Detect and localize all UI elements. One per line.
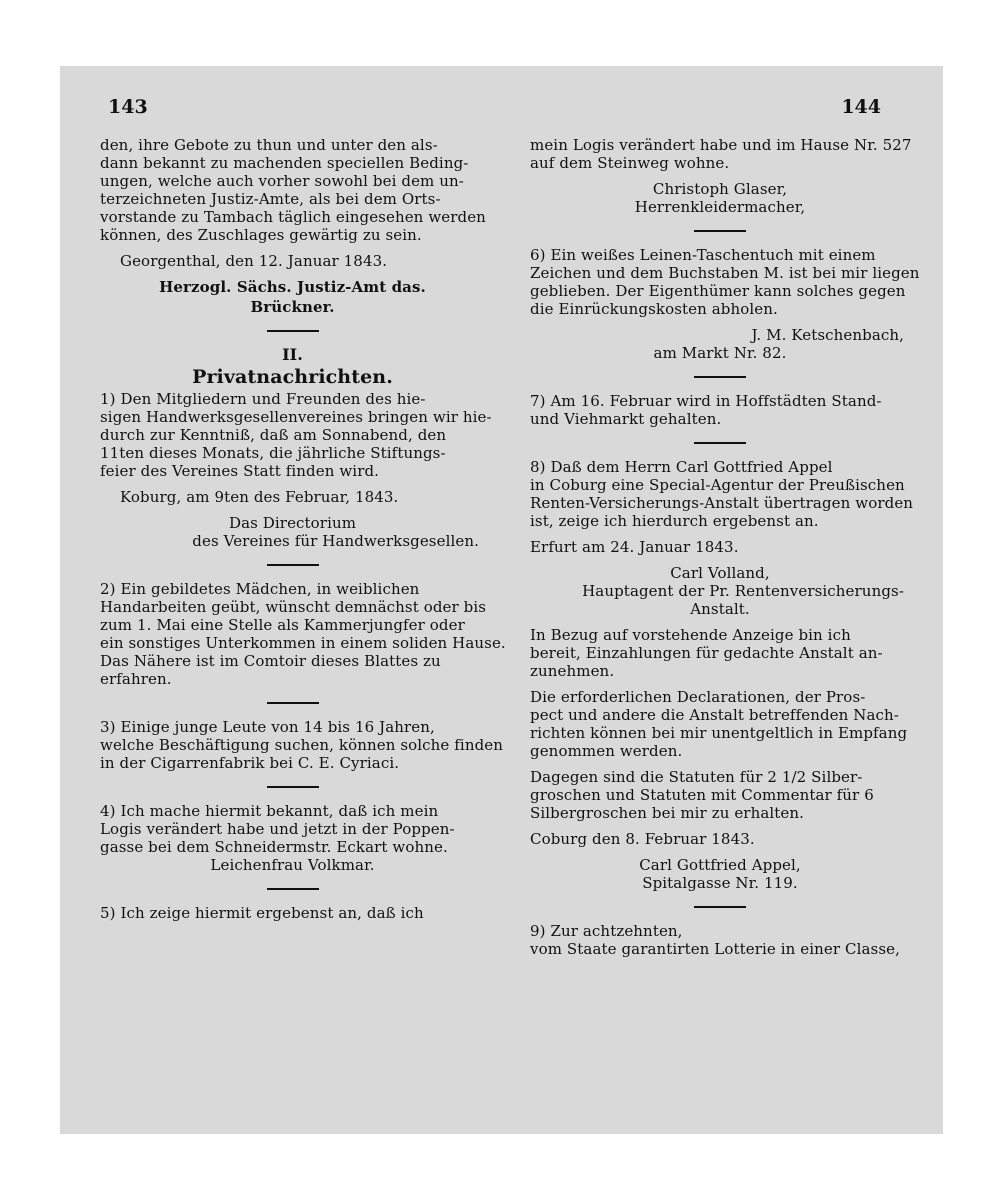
scanned-page-spread xyxy=(60,66,943,1134)
text-line: richten können bei mir unentgeltlich in Empfang xyxy=(530,724,908,742)
notice-5-signature-line2: Herrenkleidermacher, xyxy=(634,198,806,216)
text-line: ein sonstiges Unterkommen in einem soliden Hause. xyxy=(100,634,506,652)
text-line: geblieben. Der Eigenthümer kann solches gegen xyxy=(530,282,906,300)
text-line: groschen und Statuten mit Commentar für 6 xyxy=(530,786,874,804)
text-line: vom Staate garantirten Lotterie in einer Classe, xyxy=(530,940,900,958)
notice-8-signature-2: Carl Gottfried Appel, xyxy=(639,856,801,874)
text-line: die Einrückungskosten abholen. xyxy=(530,300,778,318)
notice-4 xyxy=(100,802,485,856)
text-line: 4) Ich mache hiermit bekannt, daß ich mein xyxy=(100,802,439,820)
date-georgenthal: Georgenthal, den 12. Januar 1843. xyxy=(120,252,388,270)
notice-8-signature-line2: Hauptagent der Pr. Rentenversicherungs- xyxy=(582,582,904,600)
text-line: 6) Ein weißes Leinen-Taschentuch mit einem xyxy=(530,246,876,264)
text-line: 9) Zur achtzehnten, xyxy=(530,922,683,940)
text-line: 11ten dieses Monats, die jährliche Stiftungs- xyxy=(100,444,446,462)
text-line: ungen, welche auch vorher sowohl bei dem un- xyxy=(100,172,464,190)
page-number-right: 144 xyxy=(841,96,881,118)
right-column xyxy=(530,136,920,966)
text-line: sigen Handwerksgesellenvereines bringen wir hie- xyxy=(100,408,492,426)
text-line: ist, zeige ich hierdurch ergebenst an. xyxy=(530,512,819,530)
text-line: terzeichneten Justiz-Amte, als bei dem Orts- xyxy=(100,190,441,208)
left-column xyxy=(100,136,506,930)
text-line: 5) Ich zeige hiermit ergebenst an, daß ich xyxy=(100,904,424,922)
notice-6-signature: J. M. Ketschenbach, xyxy=(751,326,904,344)
text-line: vorstande zu Tambach täglich eingesehen werden xyxy=(100,208,486,226)
notice-1-signature: Das Directorium xyxy=(228,514,357,532)
text-line: Das Nähere ist im Comtoir dieses Blattes zu xyxy=(100,652,441,670)
text-line: Silbergroschen bei mir zu erhalten. xyxy=(530,804,805,822)
notice-9 xyxy=(530,922,910,958)
text-line: Handarbeiten geübt, wünscht demnächst oder bis xyxy=(100,598,487,616)
notice-7 xyxy=(530,392,910,428)
separator-rule xyxy=(694,442,746,444)
text-line: Logis verändert habe und jetzt in der Poppen- xyxy=(100,820,455,838)
separator-rule xyxy=(694,376,746,378)
separator-rule xyxy=(267,330,319,332)
section-title: Privatnachrichten. xyxy=(192,366,393,388)
notice-1-date: Koburg, am 9ten des Februar, 1843. xyxy=(120,488,399,506)
notice-8-paragraph-2 xyxy=(530,626,910,680)
text-line: 3) Einige junge Leute von 14 bis 16 Jahren, xyxy=(100,718,435,736)
text-line: genommen werden. xyxy=(530,742,683,760)
notice-6-signature-line2: am Markt Nr. 82. xyxy=(653,344,787,362)
text-line: 2) Ein gebildetes Mädchen, in weiblichen xyxy=(100,580,420,598)
text-line: Zeichen und dem Buchstaben M. ist bei mir liegen xyxy=(530,264,920,282)
separator-rule xyxy=(267,702,319,704)
text-line: gasse bei dem Schneidermstr. Eckart wohne. xyxy=(100,838,448,856)
text-line: und Viehmarkt gehalten. xyxy=(530,410,722,428)
text-line: pect und andere die Anstalt betreffenden Nach- xyxy=(530,706,899,724)
notice-5-continued xyxy=(530,136,910,172)
signature-justiz-amt: Herzogl. Sächs. Justiz-Amt das. xyxy=(159,278,426,296)
text-line: in Coburg eine Special-Agentur der Preußischen xyxy=(530,476,905,494)
text-line: 7) Am 16. Februar wird in Hoffstädten Stand- xyxy=(530,392,882,410)
notice-1 xyxy=(100,390,492,480)
notice-6 xyxy=(530,246,920,318)
text-line: den, ihre Gebote zu thun und unter den als- xyxy=(100,136,438,154)
text-line: dann bekannt zu machenden speciellen Beding- xyxy=(100,154,469,172)
text-line: welche Beschäftigung suchen, können solche finden xyxy=(100,736,504,754)
signature-brueckner: Brückner. xyxy=(250,298,335,316)
text-line: zunehmen. xyxy=(530,662,615,680)
text-line: Dagegen sind die Statuten für 2 1/2 Silber- xyxy=(530,768,863,786)
text-line: auf dem Steinweg wohne. xyxy=(530,154,730,172)
text-line: In Bezug auf vorstehende Anzeige bin ich xyxy=(530,626,851,644)
notice-8-paragraph-4 xyxy=(530,768,910,822)
text-line: Renten-Versicherungs-Anstalt übertragen worden xyxy=(530,494,914,512)
notice-5 xyxy=(100,904,485,922)
notice-8-signature-2-line2: Spitalgasse Nr. 119. xyxy=(642,874,798,892)
notice-3 xyxy=(100,718,504,772)
notice-5-signature: Christoph Glaser, xyxy=(652,180,788,198)
text-line: 1) Den Mitgliedern und Freunden des hie- xyxy=(100,390,426,408)
notice-8-date-2: Coburg den 8. Februar 1843. xyxy=(530,830,755,848)
text-line: Die erforderlichen Declarationen, der Pros- xyxy=(530,688,866,706)
section-number: II. xyxy=(282,345,303,364)
notice-2 xyxy=(100,580,506,688)
notice-1-signature-line2: des Vereines für Handwerksgesellen. xyxy=(192,532,479,550)
notice-8-signature-line3: Anstalt. xyxy=(690,600,750,618)
separator-rule xyxy=(267,564,319,566)
text-line: erfahren. xyxy=(100,670,172,688)
text-line: zum 1. Mai eine Stelle als Kammerjungfer oder xyxy=(100,616,465,634)
text-line: 8) Daß dem Herrn Carl Gottfried Appel xyxy=(530,458,833,476)
text-line: feier des Vereines Statt finden wird. xyxy=(100,462,380,480)
notice-4-signature: Leichenfrau Volkmar. xyxy=(210,856,375,874)
text-line: in der Cigarrenfabrik bei C. E. Cyriaci. xyxy=(100,754,400,772)
separator-rule xyxy=(267,786,319,788)
text-line: durch zur Kenntniß, daß am Sonnabend, den xyxy=(100,426,447,444)
separator-rule xyxy=(267,888,319,890)
text-line: mein Logis verändert habe und im Hause Nr. 527 xyxy=(530,136,912,154)
separator-rule xyxy=(694,906,746,908)
notice-8-date: Erfurt am 24. Januar 1843. xyxy=(530,538,739,556)
notice-8-paragraph-3 xyxy=(530,688,910,760)
paragraph-auction-terms xyxy=(100,136,485,244)
notice-8 xyxy=(530,458,914,530)
text-line: bereit, Einzahlungen für gedachte Anstalt an- xyxy=(530,644,883,662)
page-number-left: 143 xyxy=(108,96,148,118)
notice-8-signature: Carl Volland, xyxy=(670,564,770,582)
text-line: können, des Zuschlages gewärtig zu sein. xyxy=(100,226,422,244)
separator-rule xyxy=(694,230,746,232)
